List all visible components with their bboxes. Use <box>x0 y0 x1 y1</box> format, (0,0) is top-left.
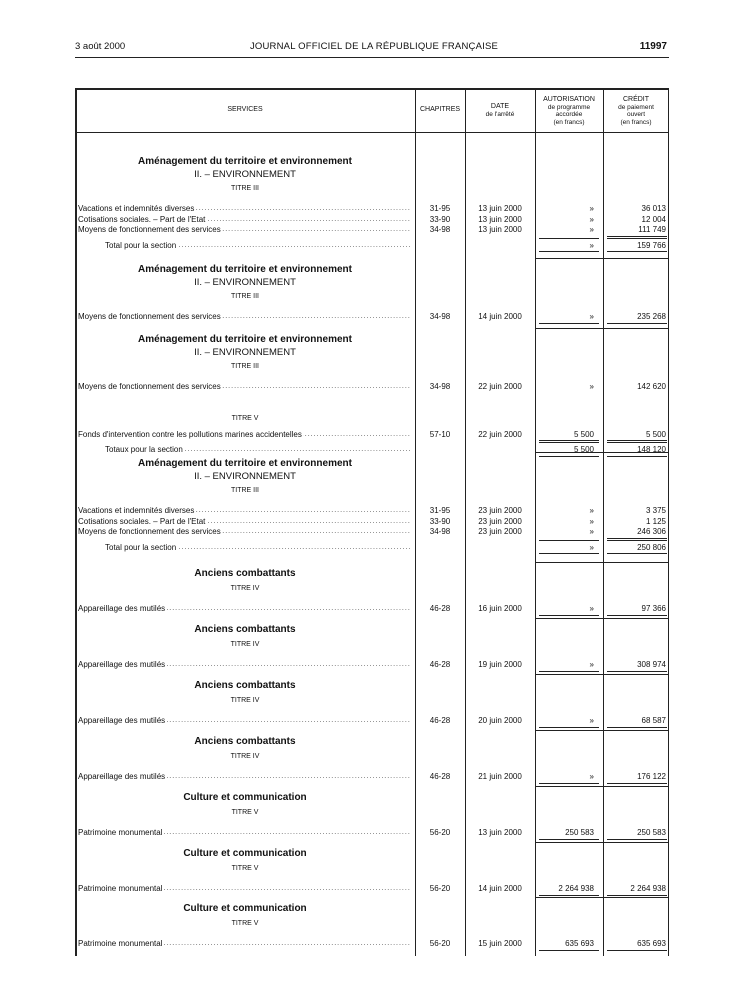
row-label-text: Vacations et indemnités diverses <box>78 204 195 213</box>
section-title: Aménagement du territoire et environnement <box>138 458 352 469</box>
row-label <box>78 716 411 726</box>
row-label <box>78 312 411 322</box>
table-row <box>75 241 669 251</box>
table-row <box>75 204 669 214</box>
col-header-autorisation-sub3: (en francs) <box>553 118 585 126</box>
cell-underline <box>539 540 599 541</box>
table-row <box>75 939 669 949</box>
section-title: Culture et communication <box>183 903 307 914</box>
row-autorisation: 2 264 938 <box>558 884 594 893</box>
table-row <box>75 382 669 392</box>
row-chapitre: 56-20 <box>429 828 451 837</box>
row-autorisation: » <box>589 240 594 250</box>
section-subtitle: II. – ENVIRONNEMENT <box>194 277 296 288</box>
cell-underline <box>539 615 599 616</box>
cell-underline <box>607 323 667 324</box>
row-autorisation: » <box>589 542 594 552</box>
table-row <box>75 828 669 838</box>
titre-heading: TITRE V <box>231 865 259 872</box>
row-autorisation: 5 500 <box>573 445 594 454</box>
row-autorisation: » <box>589 527 594 536</box>
section-title: Anciens combattants <box>194 680 296 691</box>
row-date: 15 juin 2000 <box>478 939 522 948</box>
row-label-text: Moyens de fonctionnement des services <box>78 527 221 536</box>
row-credit: 111 749 <box>638 225 666 234</box>
col-header-chapitres: CHAPITRES <box>419 106 461 113</box>
row-label-text: Appareillage des mutilés <box>78 772 166 781</box>
row-chapitre: 33-90 <box>429 516 451 526</box>
cell-underline <box>539 671 599 672</box>
table-row <box>75 716 669 726</box>
row-credit: 3 375 <box>645 506 666 515</box>
row-date: 14 juin 2000 <box>478 312 522 321</box>
section-separator <box>535 674 669 675</box>
section-title: Aménagement du territoire et environnement <box>138 156 352 167</box>
titre-heading: TITRE V <box>231 414 259 422</box>
cell-underline <box>607 895 667 896</box>
titre-heading: TITRE IV <box>230 585 260 592</box>
row-label <box>78 660 411 670</box>
row-autorisation: » <box>589 312 594 321</box>
row-autorisation: 250 583 <box>565 828 594 837</box>
titre-heading: TITRE V <box>231 809 259 816</box>
row-label <box>78 204 411 214</box>
section-separator <box>535 562 669 563</box>
cell-underline <box>539 440 599 441</box>
table-row <box>75 517 669 527</box>
row-label <box>78 506 411 516</box>
row-label <box>78 828 411 838</box>
col-header-date-sub: de l'arrêté <box>485 110 515 118</box>
row-label <box>105 445 411 455</box>
col-header-credit-main: CRÉDIT <box>622 96 650 103</box>
row-label-text: Patrimoine monumental <box>78 939 163 948</box>
titre-heading: TITRE V <box>231 920 259 927</box>
row-label-text: Total pour la section <box>105 240 177 250</box>
cell-underline <box>539 895 599 896</box>
table-row <box>75 543 669 553</box>
row-chapitre: 46-28 <box>429 604 451 613</box>
row-autorisation: 635 693 <box>565 939 594 948</box>
cell-underline <box>607 440 667 441</box>
row-label <box>78 382 411 392</box>
row-chapitre: 56-20 <box>429 939 451 948</box>
cell-underline <box>607 553 667 554</box>
row-label-text: Patrimoine monumental <box>78 884 163 893</box>
section-separator <box>535 730 669 731</box>
section-separator <box>535 786 669 787</box>
cell-underline <box>607 236 667 237</box>
row-autorisation: » <box>589 204 594 213</box>
row-date: 23 juin 2000 <box>478 527 522 536</box>
cell-underline <box>607 950 667 951</box>
cell-underline <box>607 615 667 616</box>
row-chapitre: 57-10 <box>429 429 451 439</box>
row-chapitre: 34-98 <box>429 527 451 536</box>
table-row <box>75 312 669 322</box>
section-separator <box>535 897 669 898</box>
cell-underline <box>539 727 599 728</box>
section-separator <box>535 842 669 843</box>
row-autorisation: » <box>589 604 594 613</box>
cell-underline <box>607 783 667 784</box>
section-separator <box>535 258 669 259</box>
header-date: 3 août 2000 <box>75 41 126 52</box>
row-label-text: Moyens de fonctionnement des services <box>78 225 221 234</box>
row-date: 20 juin 2000 <box>478 716 522 725</box>
row-label <box>78 215 411 225</box>
row-date: 19 juin 2000 <box>478 660 522 669</box>
cell-underline <box>607 251 667 252</box>
table-body <box>75 88 669 956</box>
row-credit: 176 122 <box>637 772 666 781</box>
row-autorisation: » <box>589 225 594 234</box>
row-chapitre: 34-98 <box>429 382 451 391</box>
row-chapitre: 34-98 <box>429 312 451 321</box>
table-row <box>75 430 669 440</box>
cell-underline <box>607 540 667 541</box>
row-credit: 12 004 <box>641 214 666 224</box>
row-date: 14 juin 2000 <box>478 884 522 893</box>
row-credit: 2 264 938 <box>630 884 666 893</box>
journal-title: JOURNAL OFFICIEL DE LA RÉPUBLIQUE FRANÇAISE <box>249 41 499 52</box>
row-chapitre: 56-20 <box>429 884 451 893</box>
section-subtitle: II. – ENVIRONNEMENT <box>194 347 296 358</box>
section-separator <box>535 452 669 453</box>
row-credit: 5 500 <box>645 429 666 439</box>
titre-heading: TITRE III <box>231 487 259 494</box>
row-label <box>78 527 411 537</box>
row-credit: 250 806 <box>637 542 666 552</box>
row-label-text: Fonds d'intervention contre les pollutions marines accidentelles <box>78 429 302 439</box>
cell-underline <box>539 238 599 239</box>
cell-underline <box>539 442 599 443</box>
section-title: Culture et communication <box>183 848 307 859</box>
row-label <box>105 543 411 553</box>
table-row <box>75 225 669 235</box>
table-row <box>75 884 669 894</box>
table-row <box>75 527 669 537</box>
row-credit: 246 306 <box>637 527 666 536</box>
table-row <box>75 445 669 455</box>
row-credit: 36 013 <box>641 204 666 213</box>
row-label-text: Cotisations sociales. – Part de l'Etat <box>78 214 206 224</box>
row-autorisation: » <box>589 772 594 781</box>
row-credit: 1 125 <box>645 516 666 526</box>
cell-underline <box>539 950 599 951</box>
row-date: 13 juin 2000 <box>478 828 522 837</box>
titre-heading: TITRE IV <box>230 641 260 648</box>
row-label <box>78 430 411 440</box>
row-label <box>78 939 411 949</box>
row-label <box>78 884 411 894</box>
row-autorisation: » <box>589 382 594 391</box>
row-label-text: Totaux pour la section <box>105 445 183 454</box>
row-chapitre: 46-28 <box>429 660 451 669</box>
cell-underline <box>607 238 667 239</box>
titre-heading: TITRE III <box>231 363 259 370</box>
row-label-text: Appareillage des mutilés <box>78 716 166 725</box>
section-separator <box>535 618 669 619</box>
cell-underline <box>539 839 599 840</box>
row-autorisation: » <box>589 716 594 725</box>
row-date: 13 juin 2000 <box>478 204 522 213</box>
table-row <box>75 215 669 225</box>
section-subtitle: II. – ENVIRONNEMENT <box>194 169 296 180</box>
row-date: 23 juin 2000 <box>478 516 522 526</box>
cell-underline <box>607 671 667 672</box>
row-date: 23 juin 2000 <box>478 506 522 515</box>
cell-underline <box>607 538 667 539</box>
cell-underline <box>539 783 599 784</box>
col-header-autorisation-sub2: accordée <box>555 111 583 118</box>
row-autorisation: » <box>589 214 594 224</box>
row-label-text: Appareillage des mutilés <box>78 604 166 613</box>
table-row <box>75 772 669 782</box>
row-date: 13 juin 2000 <box>478 225 522 234</box>
titre-heading: TITRE III <box>231 293 259 300</box>
section-title: Culture et communication <box>183 792 307 803</box>
section-subtitle: II. – ENVIRONNEMENT <box>194 471 296 482</box>
col-header-credit-sub1: de paiement <box>618 103 654 111</box>
row-autorisation: » <box>589 516 594 526</box>
row-date: 21 juin 2000 <box>478 772 522 781</box>
row-label-text: Vacations et indemnités diverses <box>78 506 195 515</box>
row-credit: 148 120 <box>637 445 666 454</box>
col-header-credit-sub2: ouvert <box>626 111 646 118</box>
table-row <box>75 660 669 670</box>
col-header-credit-sub3: (en francs) <box>620 118 652 126</box>
cell-underline <box>539 251 599 252</box>
section-title: Anciens combattants <box>194 736 296 747</box>
row-chapitre: 46-28 <box>429 772 451 781</box>
row-label-text: Moyens de fonctionnement des services <box>78 312 221 321</box>
row-label-text: Moyens de fonctionnement des services <box>78 382 221 391</box>
row-chapitre: 33-90 <box>429 214 451 224</box>
row-chapitre: 46-28 <box>429 716 451 725</box>
row-autorisation: » <box>589 660 594 669</box>
col-header-autorisation-sub1: de programme <box>547 103 591 111</box>
row-credit: 97 366 <box>641 604 666 613</box>
table-row <box>75 506 669 516</box>
cell-underline <box>539 323 599 324</box>
row-chapitre: 34-98 <box>429 225 451 234</box>
row-credit: 142 620 <box>637 382 666 391</box>
col-header-autorisation-main: AUTORISATION <box>543 96 595 103</box>
row-credit: 250 583 <box>637 828 666 837</box>
section-title: Anciens combattants <box>194 568 296 579</box>
row-date: 13 juin 2000 <box>478 214 522 224</box>
section-separator <box>535 328 669 329</box>
row-label <box>78 517 411 527</box>
row-label-text: Cotisations sociales. – Part de l'Etat <box>78 516 206 526</box>
col-header-services: SERVICES <box>227 106 263 113</box>
row-label <box>78 772 411 782</box>
row-date: 22 juin 2000 <box>478 429 522 439</box>
row-label-text: Total pour la section <box>105 542 177 552</box>
row-date: 16 juin 2000 <box>478 604 522 613</box>
section-title: Aménagement du territoire et environnement <box>138 334 352 345</box>
row-credit: 235 268 <box>637 312 666 321</box>
titre-heading: TITRE IV <box>230 697 260 704</box>
row-autorisation: » <box>589 506 594 515</box>
cell-underline <box>607 839 667 840</box>
row-label <box>78 604 411 614</box>
page-number: 11997 <box>639 41 667 52</box>
cell-underline <box>539 553 599 554</box>
cell-underline <box>607 456 667 457</box>
header-rule <box>75 57 669 58</box>
row-credit: 159 766 <box>637 240 666 250</box>
row-date: 22 juin 2000 <box>478 382 522 391</box>
row-label <box>105 241 411 251</box>
titre-heading: TITRE III <box>231 185 259 192</box>
cell-underline <box>607 442 667 443</box>
credits-table <box>75 88 669 956</box>
row-label-text: Appareillage des mutilés <box>78 660 166 669</box>
row-label <box>78 225 411 235</box>
table-row <box>75 604 669 614</box>
row-chapitre: 31-95 <box>429 204 451 213</box>
section-title: Anciens combattants <box>194 624 296 635</box>
col-header-date-main: DATE <box>490 103 510 110</box>
row-credit: 68 587 <box>641 716 666 725</box>
cell-underline <box>539 456 599 457</box>
row-credit: 308 974 <box>637 660 666 669</box>
row-autorisation: 5 500 <box>573 429 594 439</box>
row-label-text: Patrimoine monumental <box>78 828 163 837</box>
titre-heading: TITRE IV <box>230 753 260 760</box>
cell-underline <box>607 727 667 728</box>
row-chapitre: 31-95 <box>429 506 451 515</box>
row-credit: 635 693 <box>637 939 666 948</box>
section-title: Aménagement du territoire et environnement <box>138 264 352 275</box>
